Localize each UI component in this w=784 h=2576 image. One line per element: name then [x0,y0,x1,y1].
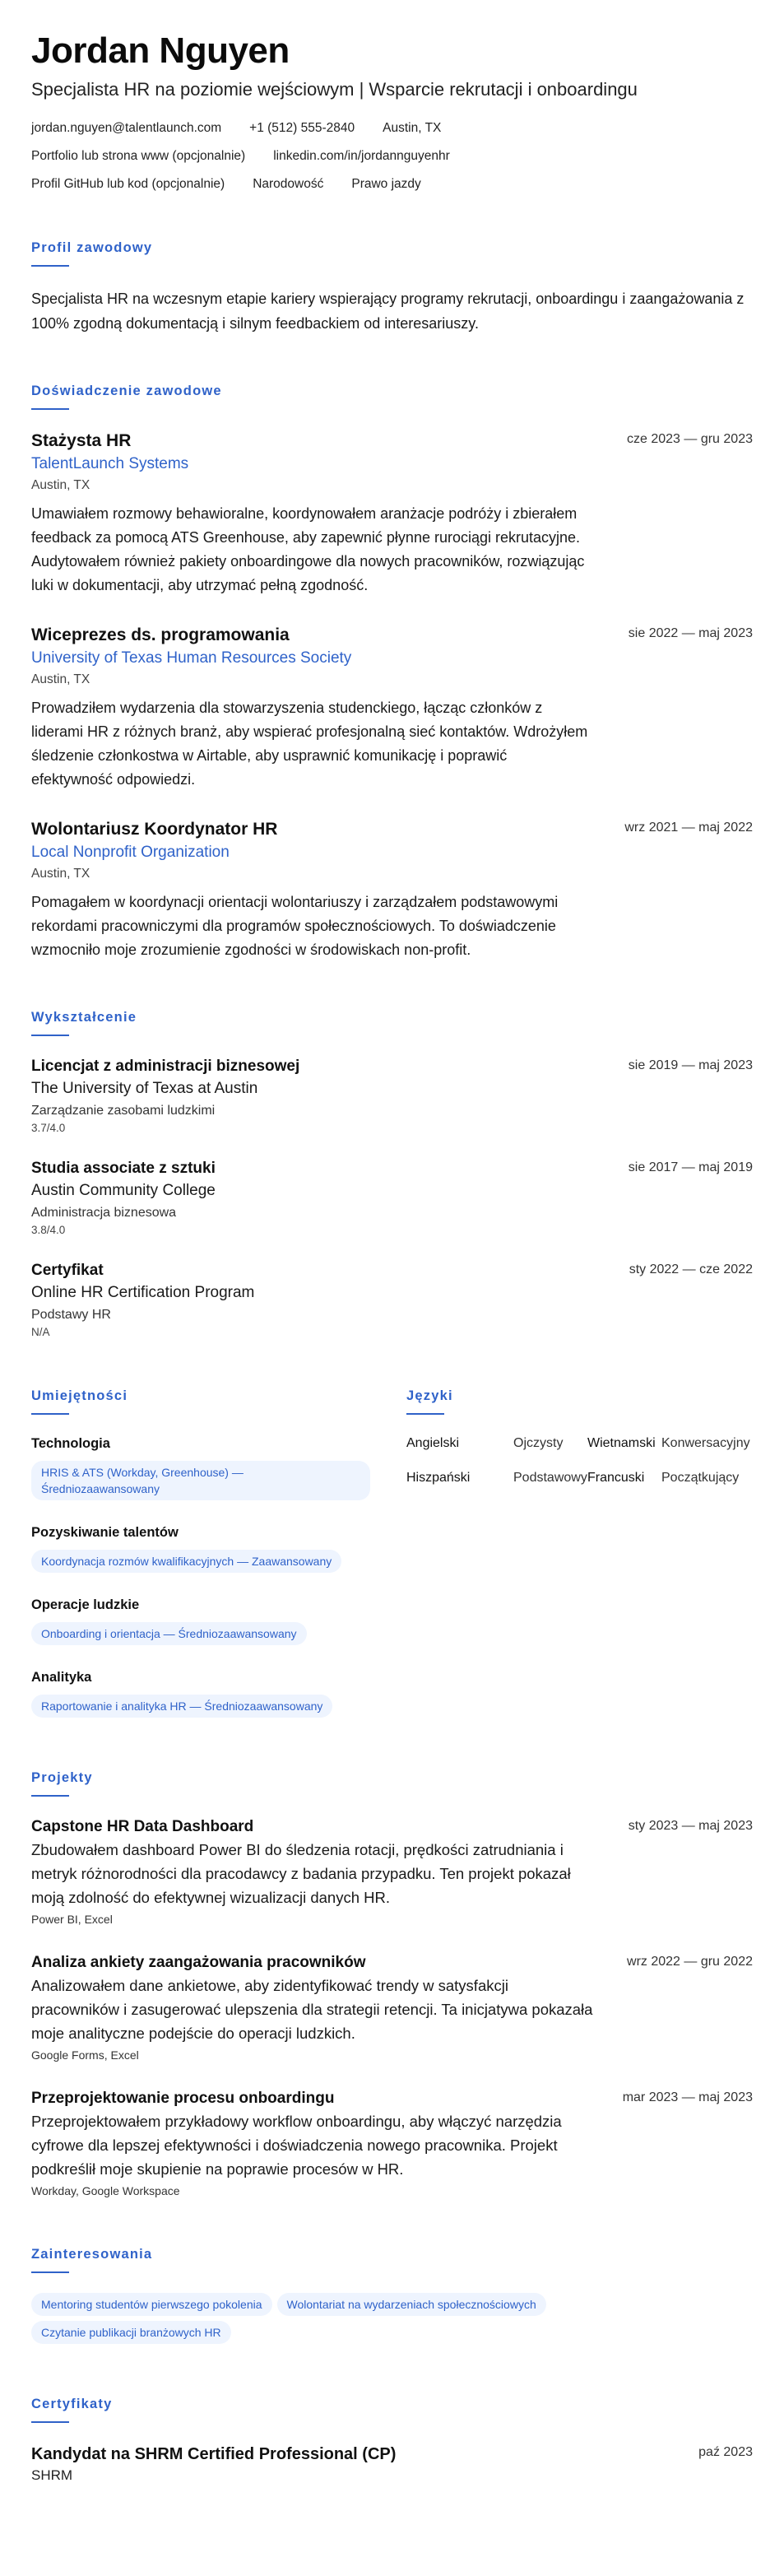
project-name: Analiza ankiety zaangażowania pracowników [31,1954,366,1971]
project-dates: wrz 2022 — gru 2022 [627,1955,753,1969]
certification-issuer: SHRM [31,2467,73,2483]
skill-group [31,1434,375,1505]
skill-tag: HRIS & ATS (Workday, Greenhouse) — Średniozaawansowany [31,1461,370,1500]
education-dates: sie 2017 — maj 2019 [628,1160,753,1174]
job-title: Stażysta HR [31,431,132,450]
project-description: Zbudowałem dashboard Power BI do śledzenia rotacji, prędkości zatrudniania i metryk różnorodności dla pracodawcy z badania przypadku. Ten projekt pokazał moją zdolność do efektywnej wizualizacji danych HR. [31,1841,571,1906]
skill-group-name: Technologia [31,1436,110,1451]
interest-tag: Wolontariat na wydarzeniach społecznościowych [277,2293,546,2316]
language-level: Początkujący [661,1471,740,1485]
section-title: Profil zawodowy [31,240,153,255]
education-entry [31,1056,753,1137]
skill-group [31,1668,375,1723]
job-location: Austin, TX [31,672,90,686]
interests-section [31,2245,753,2349]
job-description: Pomagałem w koordynacji orientacji wolontariuszy i zarządzałem podstawowymi rekordami pracowniczymi dla programów społecznościowych. To doświadczenie wzmocniło moje zrozumienie zgodności w środowiskach non-profit. [31,894,559,958]
job-dates: wrz 2021 — maj 2022 [624,821,753,835]
summary-text: Specjalista HR na wczesnym etapie kariery wspierający programy rekrutacji, onboardingu i zaangażowania z 100% zgodną dokumentacją i silnym feedbackiem od interesariuszy. [31,291,745,332]
contact-location: Austin, TX [383,121,442,135]
job-location: Austin, TX [31,478,90,492]
employer-name: University of Texas Human Resources Society [31,649,352,667]
job-dates: cze 2023 — gru 2023 [627,432,753,446]
project-entry [31,1952,753,2063]
language-level: Ojczysty [513,1436,564,1450]
section-title: Doświadczenie zawodowe [31,384,222,398]
skill-group [31,1523,375,1578]
language-level: Konwersacyjny [661,1436,750,1450]
degree-name: Studia associate z sztuki [31,1160,216,1177]
section-divider [31,2271,69,2273]
language-name: Angielski [406,1436,460,1450]
job-title: Wiceprezes ds. programowania [31,625,290,644]
languages-list [406,1434,753,1487]
languages-section [406,1387,753,1723]
experience-section [31,382,753,962]
certification-name: Kandydat na SHRM Certified Professional (CP) [31,2445,397,2463]
certification-entry [31,2443,753,2485]
education-entry [31,1158,753,1239]
language-name: Francuski [587,1471,645,1485]
section-title: Projekty [31,1770,93,1785]
section-divider [31,408,69,410]
contact-portfolio[interactable]: Portfolio lub strona www (opcjonalnie) [31,149,246,163]
education-dates: sie 2019 — maj 2023 [628,1058,753,1072]
contact-nationality: Narodowość [253,177,324,191]
language-level: Podstawowy [513,1471,587,1485]
project-tools: Google Forms, Excel [31,2048,139,2062]
project-description: Przeprojektowałem przykładowy workflow onboardingu, aby włączyć narzędzia cyfrowe dla lepszej efektywności i doświadczenia nowego pracownika. Projekt podkreślił moje skupienie na poprawie procesów w HR. [31,2113,562,2178]
job-description: Prowadziłem wydarzenia dla stowarzyszenia studenckiego, łącząc członków z liderami HR z różnych branż, aby wspierać profesjonalną sieć kontaktów. Wdrożyłem śledzenie członkostwa w Airtable, aby usprawnić komunikację i poprawić efektywność odpowiedzi. [31,700,588,788]
education-entry [31,1260,753,1341]
experience-entry [31,624,753,792]
interest-tag: Czytanie publikacji branżowych HR [31,2321,231,2344]
grade: 3.8/4.0 [31,1224,66,1236]
project-tools: Power BI, Excel [31,1913,113,1926]
section-divider [31,1035,69,1036]
grade: 3.7/4.0 [31,1122,66,1134]
field-of-study: Administracja biznesowa [31,1206,177,1220]
experience-entry [31,430,753,598]
contact-row [31,120,753,137]
contact-email[interactable]: jordan.nguyen@talentlaunch.com [31,121,222,135]
contact-row [31,176,753,193]
certification-date: paź 2023 [698,2445,753,2459]
project-name: Przeprojektowanie procesu onboardingu [31,2090,335,2107]
section-divider [406,1413,444,1415]
project-dates: mar 2023 — maj 2023 [622,2090,753,2104]
grade: N/A [31,1326,50,1338]
skills-section [31,1387,375,1723]
section-title: Języki [406,1388,453,1403]
section-divider [31,265,69,267]
section-title: Umiejętności [31,1388,128,1403]
interests-list [31,2293,656,2349]
contact-phone[interactable]: +1 (512) 555-2840 [249,121,355,135]
candidate-headline: Specjalista HR na poziomie wejściowym | Wsparcie rekrutacji i onboardingu [31,79,638,100]
project-name: Capstone HR Data Dashboard [31,1818,254,1835]
skill-group [31,1596,375,1650]
job-location: Austin, TX [31,867,90,881]
skill-tag: Koordynacja rozmów kwalifikacyjnych — Zaawansowany [31,1550,341,1573]
resume-header [31,30,753,193]
job-title: Wolontariusz Koordynator HR [31,820,278,839]
school-name: The University of Texas at Austin [31,1080,258,1097]
contact-driving-license: Prawo jazdy [351,177,421,191]
job-description: Umawiałem rozmowy behawioralne, koordynowałem aranżacje podróży i zbierałem feedback za pomocą ATS Greenhouse, aby zapewnić płynne rurociągi rekrutacyjne. Audytowałem również pakiety onboardingowe dla nowych pracowników, rozwiązując luki w dokumentacji, aby utrzymać pełną zgodność. [31,505,585,593]
section-title: Wykształcenie [31,1010,137,1025]
education-dates: sty 2022 — cze 2022 [629,1262,753,1276]
skill-tag: Onboarding i orientacja — Średniozaawansowany [31,1622,307,1645]
employer-name: Local Nonprofit Organization [31,844,230,861]
summary-section [31,239,753,336]
project-dates: sty 2023 — maj 2023 [628,1819,753,1833]
school-name: Austin Community College [31,1182,216,1199]
section-title: Certyfikaty [31,2397,113,2411]
section-divider [31,2421,69,2423]
contact-row [31,148,753,165]
section-divider [31,1413,69,1415]
school-name: Online HR Certification Program [31,1284,255,1301]
language-name: Hiszpański [406,1471,471,1485]
degree-name: Certyfikat [31,1262,104,1279]
degree-name: Licencjat z administracji biznesowej [31,1058,300,1075]
project-entry [31,1816,753,1927]
employer-name: TalentLaunch Systems [31,455,189,472]
skill-group-name: Pozyskiwanie talentów [31,1525,179,1540]
section-divider [31,1795,69,1797]
interest-tag: Mentoring studentów pierwszego pokolenia [31,2293,272,2316]
language-name: Wietnamski [587,1436,656,1450]
field-of-study: Zarządzanie zasobami ludzkimi [31,1104,216,1118]
project-description: Analizowałem dane ankietowe, aby zidentyfikować trendy w satysfakcji pracowników i zasugerować ulepszenia dla strategii retencji. Ta inicjatywa pokazała moje analityczne podejście do operacji ludzkich. [31,1977,593,2042]
skill-group-name: Operacje ludzkie [31,1597,140,1612]
experience-entry [31,818,753,962]
skills-languages-row [31,1387,753,1723]
project-entry [31,2088,753,2199]
section-title: Zainteresowania [31,2247,153,2262]
field-of-study: Podstawy HR [31,1308,111,1322]
candidate-name: Jordan Nguyen [31,30,290,71]
job-dates: sie 2022 — maj 2023 [628,626,753,640]
skill-group-name: Analityka [31,1670,92,1685]
certifications-section [31,2395,753,2485]
contact-linkedin[interactable]: linkedin.com/in/jordannguyenhr [273,149,450,163]
education-section [31,1008,753,1341]
skill-tag: Raportowanie i analityka HR — Średniozaawansowany [31,1695,332,1718]
projects-section [31,1769,753,2199]
contact-github[interactable]: Profil GitHub lub kod (opcjonalnie) [31,177,225,191]
project-tools: Workday, Google Workspace [31,2184,180,2197]
